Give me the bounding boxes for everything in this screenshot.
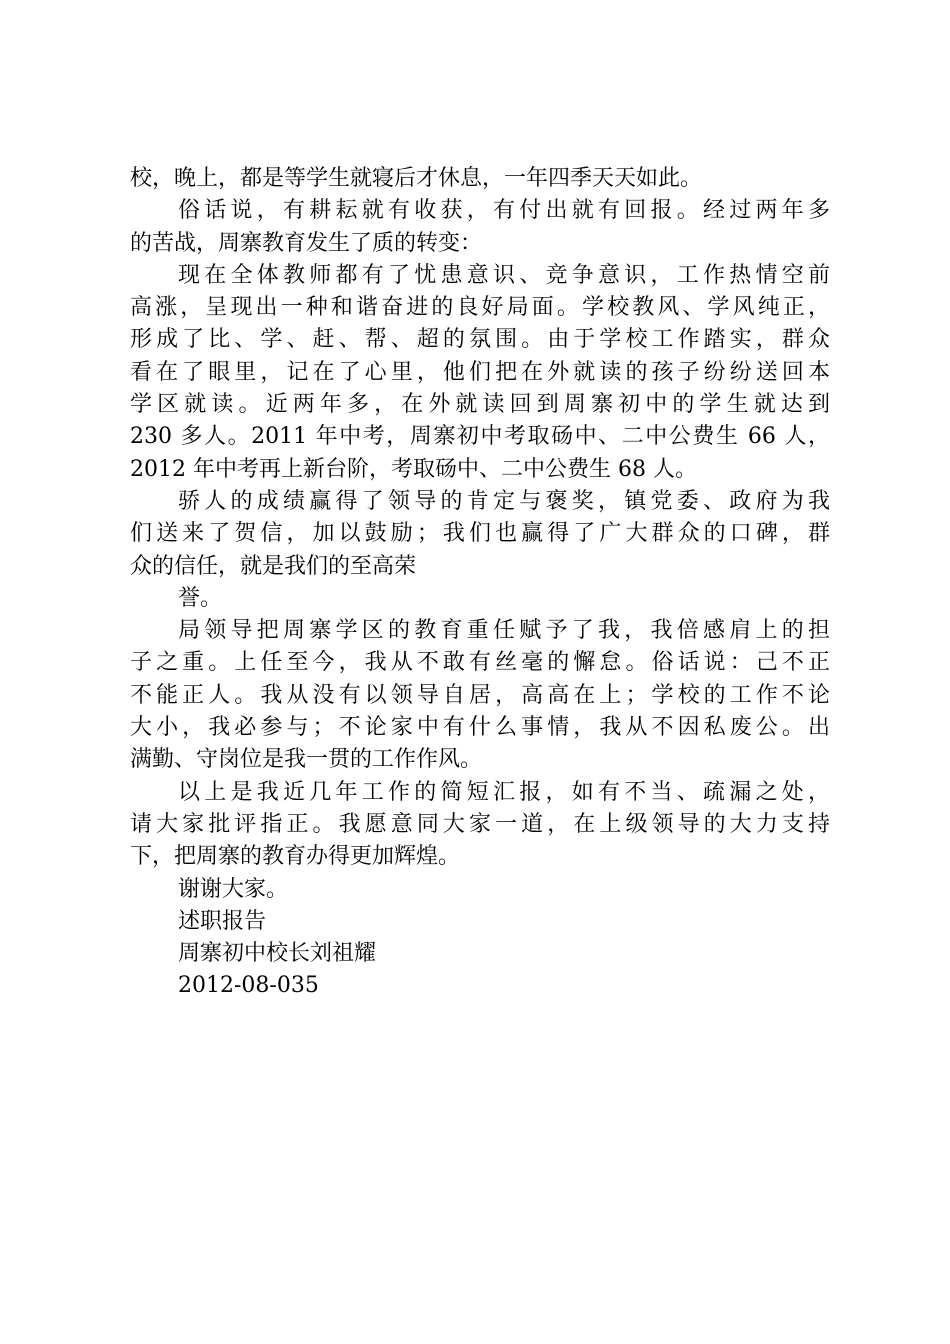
- paragraph: [130, 486, 830, 583]
- paragraph-line: 形成了比、学、赶、帮、超的氛围。由于学校工作踏实，群众: [130, 327, 830, 353]
- paragraph-line: 誉。: [178, 585, 223, 611]
- closing-thanks: 谢谢大家。: [178, 876, 289, 902]
- paragraph-line: 骄人的成绩赢得了领导的肯定与褒奖，镇党委、政府为我: [178, 488, 830, 514]
- paragraph: [130, 260, 830, 486]
- paragraph: [130, 583, 830, 615]
- paragraph-line: 大小，我必参与；不论家中有什么事情，我从不因私废公。出: [130, 715, 830, 741]
- closing-block: [130, 874, 830, 1003]
- paragraph: [130, 615, 830, 776]
- paragraph-line: 请大家批评指正。我愿意同大家一道，在上级领导的大力支持: [130, 811, 830, 837]
- paragraph-line: 以上是我近几年工作的简短汇报，如有不当、疏漏之处，: [178, 779, 830, 805]
- paragraph-line: 看在了眼里，记在了心里，他们把在外就读的孩子纷纷送回本: [130, 359, 830, 385]
- paragraph-line: 现在全体教师都有了忧患意识、竞争意识，工作热情空前: [178, 262, 830, 288]
- paragraph-line: 下，把周寨的教育办得更加辉煌。: [130, 844, 461, 870]
- paragraph-line: 高涨，呈现出一种和谐奋进的良好局面。学校教风、学风纯正，: [130, 295, 830, 321]
- paragraph-line: 校，晚上，都是等学生就寝后才休息，一年四季天天如此。: [130, 166, 703, 191]
- document-page: [130, 163, 830, 1003]
- paragraph-line: 局领导把周寨学区的教育重任赋予了我，我倍感肩上的担: [178, 618, 830, 644]
- paragraph: [130, 777, 830, 874]
- paragraph: [130, 163, 830, 195]
- closing-signature: 周寨初中校长刘祖耀: [178, 941, 377, 967]
- paragraph-line: 俗话说，有耕耘就有收获，有付出就有回报。经过两年多: [178, 198, 830, 224]
- paragraph-line: 不能正人。我从没有以领导自居，高高在上；学校的工作不论: [130, 682, 830, 708]
- body-paragraphs: [130, 163, 830, 874]
- paragraph-line: 们送来了贺信，加以鼓励；我们也赢得了广大群众的口碑，群: [130, 521, 830, 547]
- paragraph-line: 学区就读。近两年多，在外就读回到周寨初中的学生就达到: [130, 392, 830, 418]
- paragraph-line: 众的信任，就是我们的至高荣: [130, 553, 417, 579]
- paragraph-line: 230 多人。2011 年中考，周寨初中考取砀中、二中公费生 66 人，: [130, 424, 830, 450]
- closing-doc-title: 述职报告: [178, 908, 267, 934]
- paragraph: [130, 195, 830, 260]
- paragraph-line: 2012 年中考再上新台阶，考取砀中、二中公费生 68 人。: [130, 456, 697, 482]
- paragraph-line: 子之重。上任至今，我从不敢有丝毫的懈怠。俗话说：己不正: [130, 650, 830, 676]
- paragraph-line: 满勤、守岗位是我一贯的工作作风。: [130, 747, 483, 773]
- closing-date: 2012-08-035: [178, 973, 319, 999]
- paragraph-line: 的苦战，周寨教育发生了质的转变：: [130, 230, 483, 256]
